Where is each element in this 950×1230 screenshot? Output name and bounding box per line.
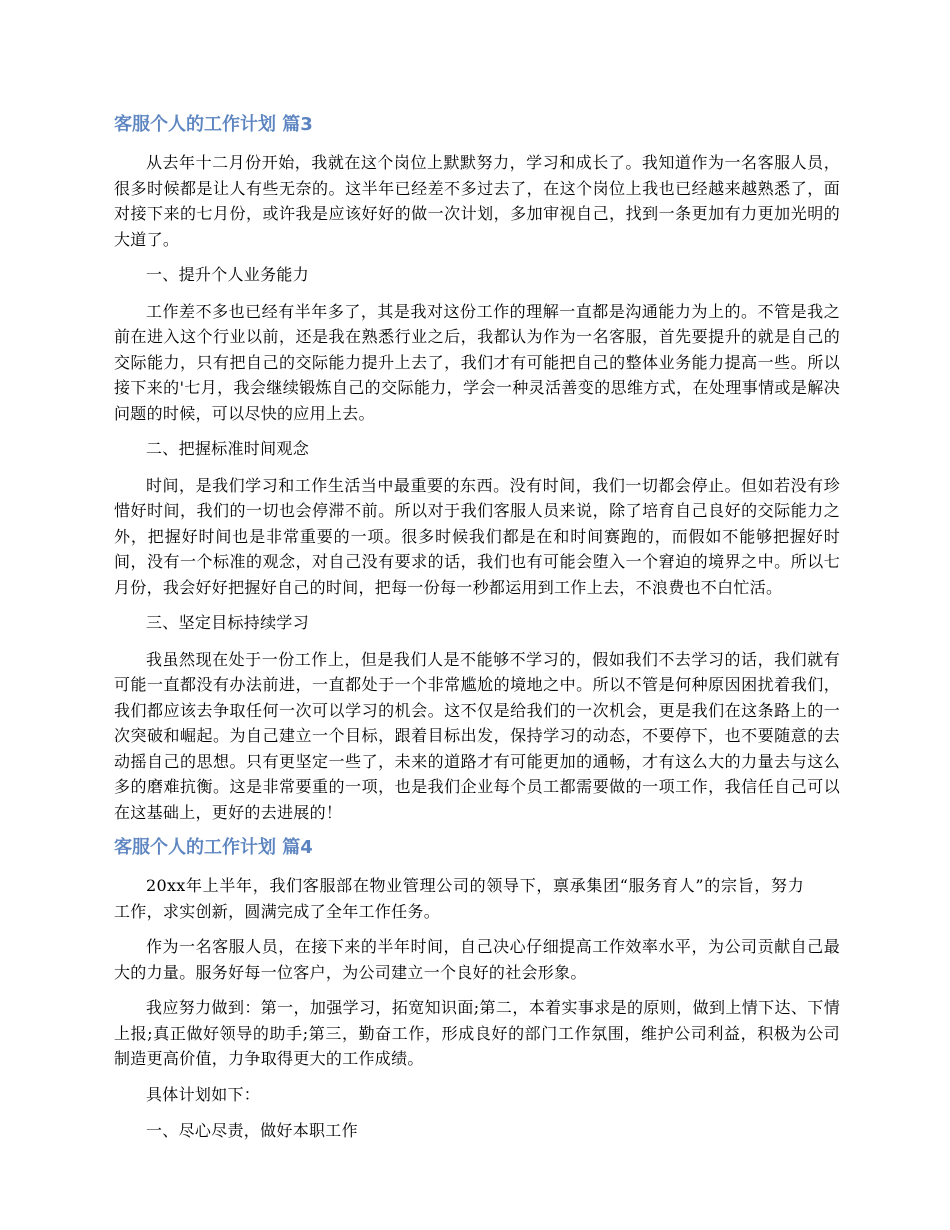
section-plan-4 <box>114 835 840 1144</box>
plan-intro-line: 具体计划如下： <box>146 1084 261 1104</box>
intro-paragraph: 20xx年上半年，我们客服部在物业管理公司的领导下，禀承集团“服务育人”的宗旨，努力工作，求实创新，圆满完成了全年工作任务。 <box>114 876 804 921</box>
subheading-continuous-learning: 三、坚定目标持续学习 <box>146 613 310 632</box>
section-plan-3 <box>114 112 840 825</box>
body-paragraph: 时间，是我们学习和工作生活当中最重要的东西。没有时间，我们一切都会停止。但如若没有珍惜好时间，我们的一切也会停滞不前。所以对于我们客服人员来说，除了培育自己良好的交际能力之外，把握好时间也是非常重要的一项。很多时候我们都是在和时间赛跑的，而假如不能够把握好时间，没有一个标准的观念，对自己没有要求的话，我们也有可能会堕入一个窘迫的境界之中。所以七月份，我会好好把握好自己的时间，把每一份每一秒都运用到工作上去，不浪费也不白忙活。 <box>114 475 840 597</box>
subheading-time-management: 二、把握标准时间观念 <box>146 439 310 458</box>
subheading-do-job-well: 一、尽心尽责，做好本职工作 <box>146 1121 358 1140</box>
document-page <box>114 112 840 1155</box>
body-paragraph: 我应努力做到：第一，加强学习，拓宽知识面;第二，本着实事求是的原则，做到上情下达、下情上报;真正做好领导的助手;第三，勤奋工作，形成良好的部门工作氛围，维护公司利益，积极为公司制造更高价值，力争取得更大的工作成绩。 <box>114 998 840 1068</box>
section-title: 客服个人的工作计划 篇3 <box>114 114 313 135</box>
body-paragraph: 工作差不多也已经有半年多了，其是我对这份工作的理解一直都是沟通能力为上的。不管是我之前在进入这个行业以前，还是我在熟悉行业之后，我都认为作为一名客服，首先要提升的就是自己的交际能力，只有把自己的交际能力提升上去了，我们才有可能把自己的整体业务能力提高一些。所以接下来的'七月，我会继续锻炼自己的交际能力，学会一种灵活善变的思维方式，在处理事情或是解决问题的时候，可以尽快的应用上去。 <box>114 301 840 423</box>
subheading-improve-business-ability: 一、提升个人业务能力 <box>146 265 310 284</box>
section-title: 客服个人的工作计划 篇4 <box>114 837 313 858</box>
intro-paragraph: 从去年十二月份开始，我就在这个岗位上默默努力，学习和成长了。我知道作为一名客服人员，很多时候都是让人有些无奈的。这半年已经差不多过去了，在这个岗位上我也已经越来越熟悉了，面对接下来的七月份，或许我是应该好好的做一次计划，多加审视自己，找到一条更加有力更加光明的大道了。 <box>114 153 840 249</box>
body-paragraph: 作为一名客服人员，在接下来的半年时间，自己决心仔细提高工作效率水平，为公司贡献自己最大的力量。服务好每一位客户，为公司建立一个良好的社会形象。 <box>114 937 840 982</box>
body-paragraph: 我虽然现在处于一份工作上，但是我们人是不能够不学习的，假如我们不去学习的话，我们就有可能一直都没有办法前进，一直都处于一个非常尴尬的境地之中。所以不管是何种原因困扰着我们，我们都应该去争取任何一次可以学习的机会。这不仅是给我们的一次机会，更是我们在这条路上的一次突破和崛起。为自己建立一个目标，跟着目标出发，保持学习的动态，不要停下，也不要随意的去动摇自己的思想。只有更坚定一些了，未来的道路才有可能更加的通畅，才有这么大的力量去与这么多的磨难抗衡。这是非常要重的一项，也是我们企业每个员工都需要做的一项工作，我信任自己可以在这基础上，更好的去进展的！ <box>114 649 840 822</box>
